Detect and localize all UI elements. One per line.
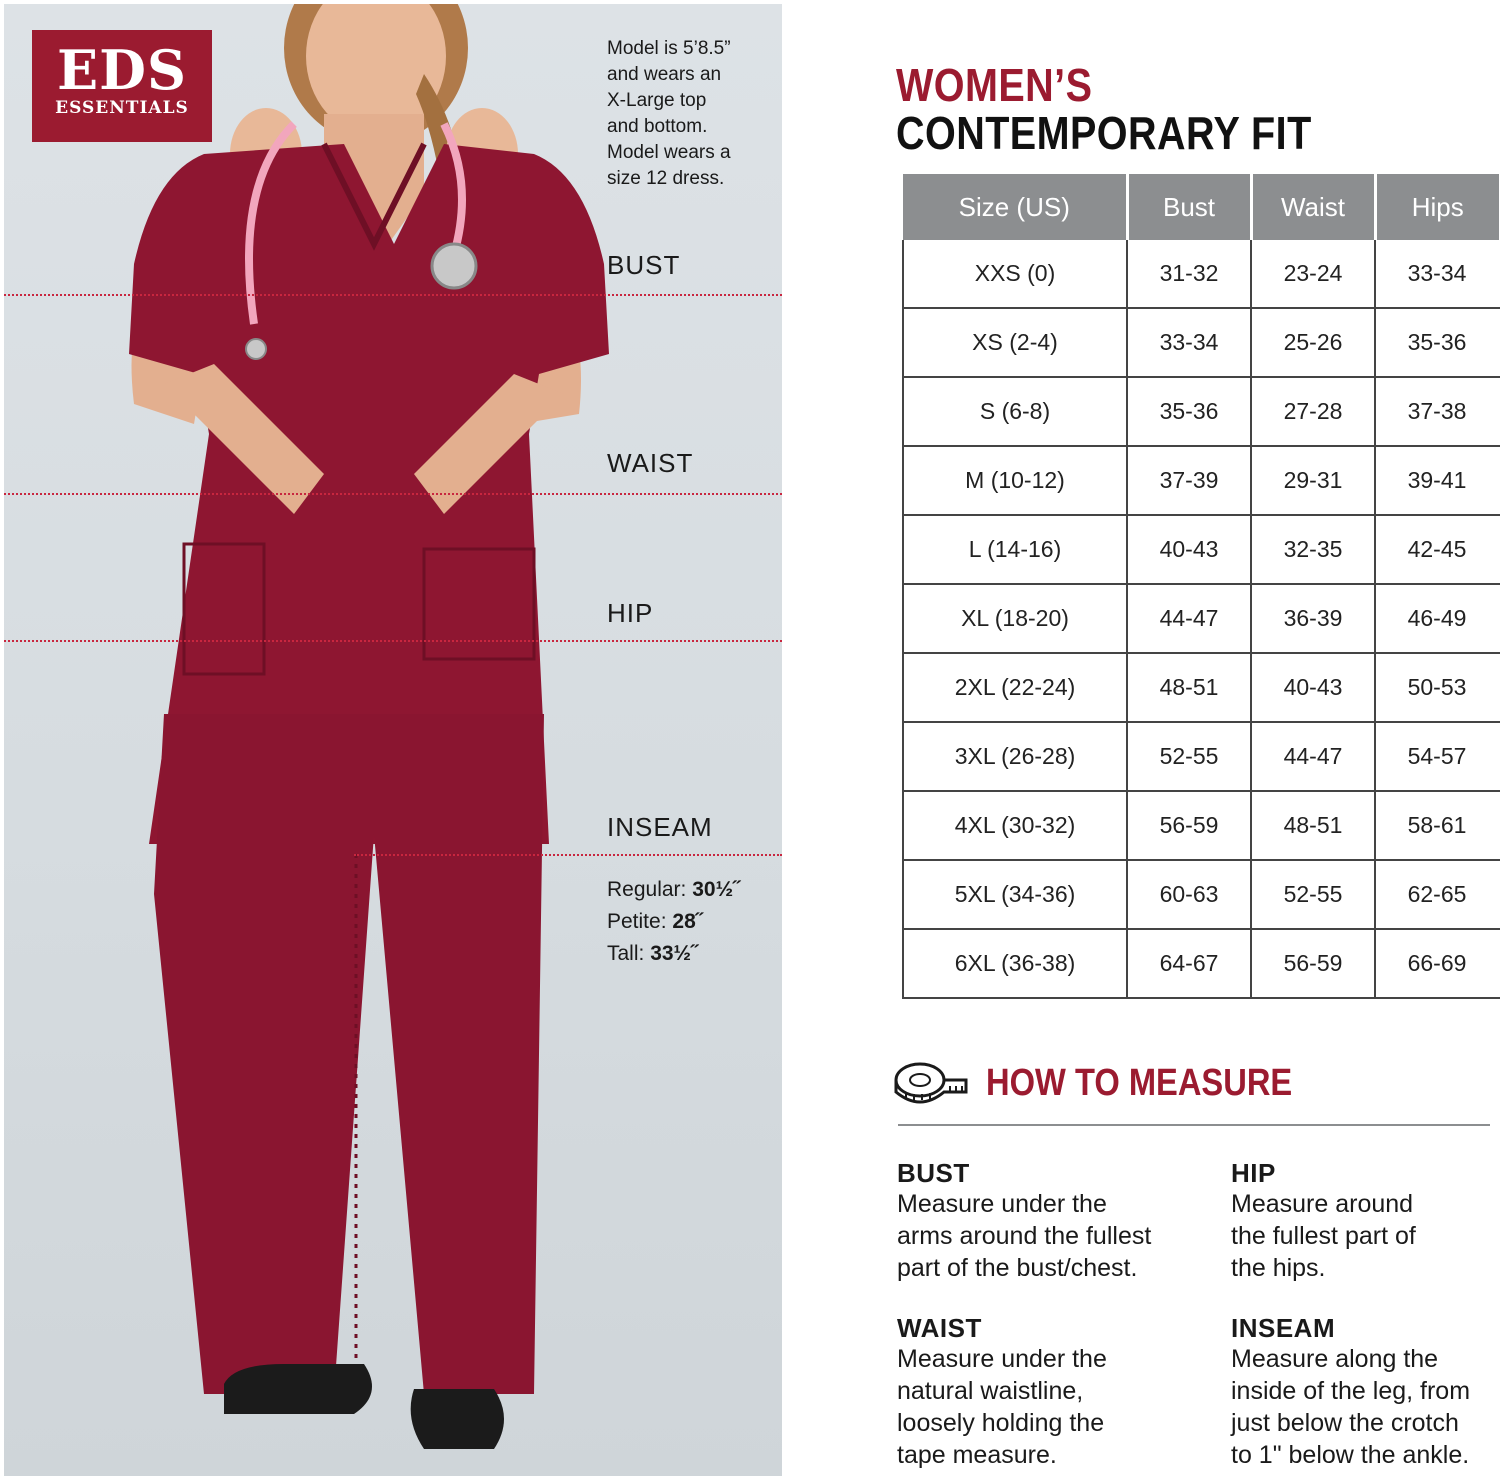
bust-marker-label: BUST <box>607 250 681 280</box>
table-row <box>903 653 1499 722</box>
hip-marker-label: HIP <box>607 598 654 628</box>
cell-waist: 25-26 <box>1251 308 1375 377</box>
cell-size: 5XL (34-36) <box>903 860 1127 929</box>
header-waist: Waist <box>1251 174 1375 240</box>
page-title-line2: CONTEMPORARY FIT <box>896 107 1312 159</box>
cell-size: XL (18-20) <box>903 584 1127 653</box>
cell-hips: 62-65 <box>1375 860 1499 929</box>
tape-measure-icon <box>892 1058 972 1108</box>
table-row <box>903 929 1499 998</box>
cell-hips: 54-57 <box>1375 722 1499 791</box>
cell-bust: 56-59 <box>1127 791 1251 860</box>
cell-hips: 66-69 <box>1375 929 1499 998</box>
cell-waist: 44-47 <box>1251 722 1375 791</box>
cell-waist: 23-24 <box>1251 240 1375 308</box>
cell-bust: 64-67 <box>1127 929 1251 998</box>
cell-waist: 27-28 <box>1251 377 1375 446</box>
inseam-petite: Petite: 28˝ <box>607 910 703 933</box>
cell-waist: 52-55 <box>1251 860 1375 929</box>
measure-waist-text: Measure under the natural waistline, loosely holding the tape measure. <box>897 1345 1107 1469</box>
cell-size: 4XL (30-32) <box>903 791 1127 860</box>
cell-size: 2XL (22-24) <box>903 653 1127 722</box>
cell-size: L (14-16) <box>903 515 1127 584</box>
inseam-lengths <box>607 874 740 970</box>
table-row <box>903 377 1499 446</box>
page-title-line1: WOMEN’S <box>896 59 1093 111</box>
cell-waist: 40-43 <box>1251 653 1375 722</box>
table-row <box>903 446 1499 515</box>
cell-bust: 33-34 <box>1127 308 1251 377</box>
cell-size: 3XL (26-28) <box>903 722 1127 791</box>
size-chart-header <box>903 174 1499 240</box>
inseam-regular: Regular: 30½˝ <box>607 878 741 901</box>
waist-marker-line <box>4 493 782 495</box>
cell-hips: 50-53 <box>1375 653 1499 722</box>
logo-sub: ESSENTIALS <box>55 98 189 118</box>
cell-bust: 31-32 <box>1127 240 1251 308</box>
table-row <box>903 240 1499 308</box>
table-row <box>903 860 1499 929</box>
hip-marker-line <box>4 640 782 642</box>
inseam-marker-line <box>354 854 782 856</box>
measure-waist-block <box>897 1313 1107 1471</box>
divider <box>898 1124 1490 1126</box>
cell-hips: 33-34 <box>1375 240 1499 308</box>
cell-size: XS (2-4) <box>903 308 1127 377</box>
cell-waist: 48-51 <box>1251 791 1375 860</box>
cell-bust: 44-47 <box>1127 584 1251 653</box>
how-to-measure-title: HOW TO MEASURE <box>986 1062 1293 1104</box>
cell-waist: 29-31 <box>1251 446 1375 515</box>
measure-inseam-text: Measure along the inside of the leg, from just below the crotch to 1" below the ankle. <box>1231 1345 1471 1469</box>
header-size: Size (US) <box>903 174 1127 240</box>
header-hips: Hips <box>1375 174 1499 240</box>
size-chart-table <box>902 174 1500 999</box>
measure-bust-text: Measure under the arms around the fullest part of the bust/chest. <box>897 1190 1152 1282</box>
cell-waist: 32-35 <box>1251 515 1375 584</box>
cell-bust: 40-43 <box>1127 515 1251 584</box>
cell-hips: 39-41 <box>1375 446 1499 515</box>
cell-bust: 60-63 <box>1127 860 1251 929</box>
cell-hips: 58-61 <box>1375 791 1499 860</box>
cell-hips: 35-36 <box>1375 308 1499 377</box>
logo-brand: EDS <box>57 38 187 102</box>
measure-hip-block <box>1231 1158 1416 1284</box>
cell-size: M (10-12) <box>903 446 1127 515</box>
model-note: Model is 5’8.5” and wears an X-Large top and bottom. Model wears a size 12 dress. <box>607 38 731 189</box>
cell-size: 6XL (36-38) <box>903 929 1127 998</box>
eds-essentials-logo <box>32 30 212 142</box>
measure-hip-text: Measure around the fullest part of the hips. <box>1231 1190 1416 1282</box>
measure-hip-title: HIP <box>1231 1158 1276 1188</box>
cell-waist: 36-39 <box>1251 584 1375 653</box>
measure-inseam-block <box>1231 1313 1470 1471</box>
model-photo <box>4 4 782 1476</box>
cell-hips: 46-49 <box>1375 584 1499 653</box>
cell-size: S (6-8) <box>903 377 1127 446</box>
cell-hips: 37-38 <box>1375 377 1499 446</box>
cell-hips: 42-45 <box>1375 515 1499 584</box>
cell-bust: 48-51 <box>1127 653 1251 722</box>
inseam-tall: Tall: 33½˝ <box>607 942 699 965</box>
measure-bust-block <box>897 1158 1151 1284</box>
cell-size: XXS (0) <box>903 240 1127 308</box>
measure-waist-title: WAIST <box>897 1313 982 1343</box>
table-row <box>903 722 1499 791</box>
model-illustration <box>4 4 782 1476</box>
cell-bust: 37-39 <box>1127 446 1251 515</box>
table-row <box>903 584 1499 653</box>
inseam-marker-label: INSEAM <box>607 812 713 842</box>
cell-waist: 56-59 <box>1251 929 1375 998</box>
table-row <box>903 791 1499 860</box>
bust-marker-line <box>4 294 782 296</box>
measure-bust-title: BUST <box>897 1158 970 1188</box>
cell-bust: 52-55 <box>1127 722 1251 791</box>
header-bust: Bust <box>1127 174 1251 240</box>
table-row <box>903 308 1499 377</box>
table-row <box>903 515 1499 584</box>
cell-bust: 35-36 <box>1127 377 1251 446</box>
measure-inseam-title: INSEAM <box>1231 1313 1336 1343</box>
waist-marker-label: WAIST <box>607 448 694 478</box>
